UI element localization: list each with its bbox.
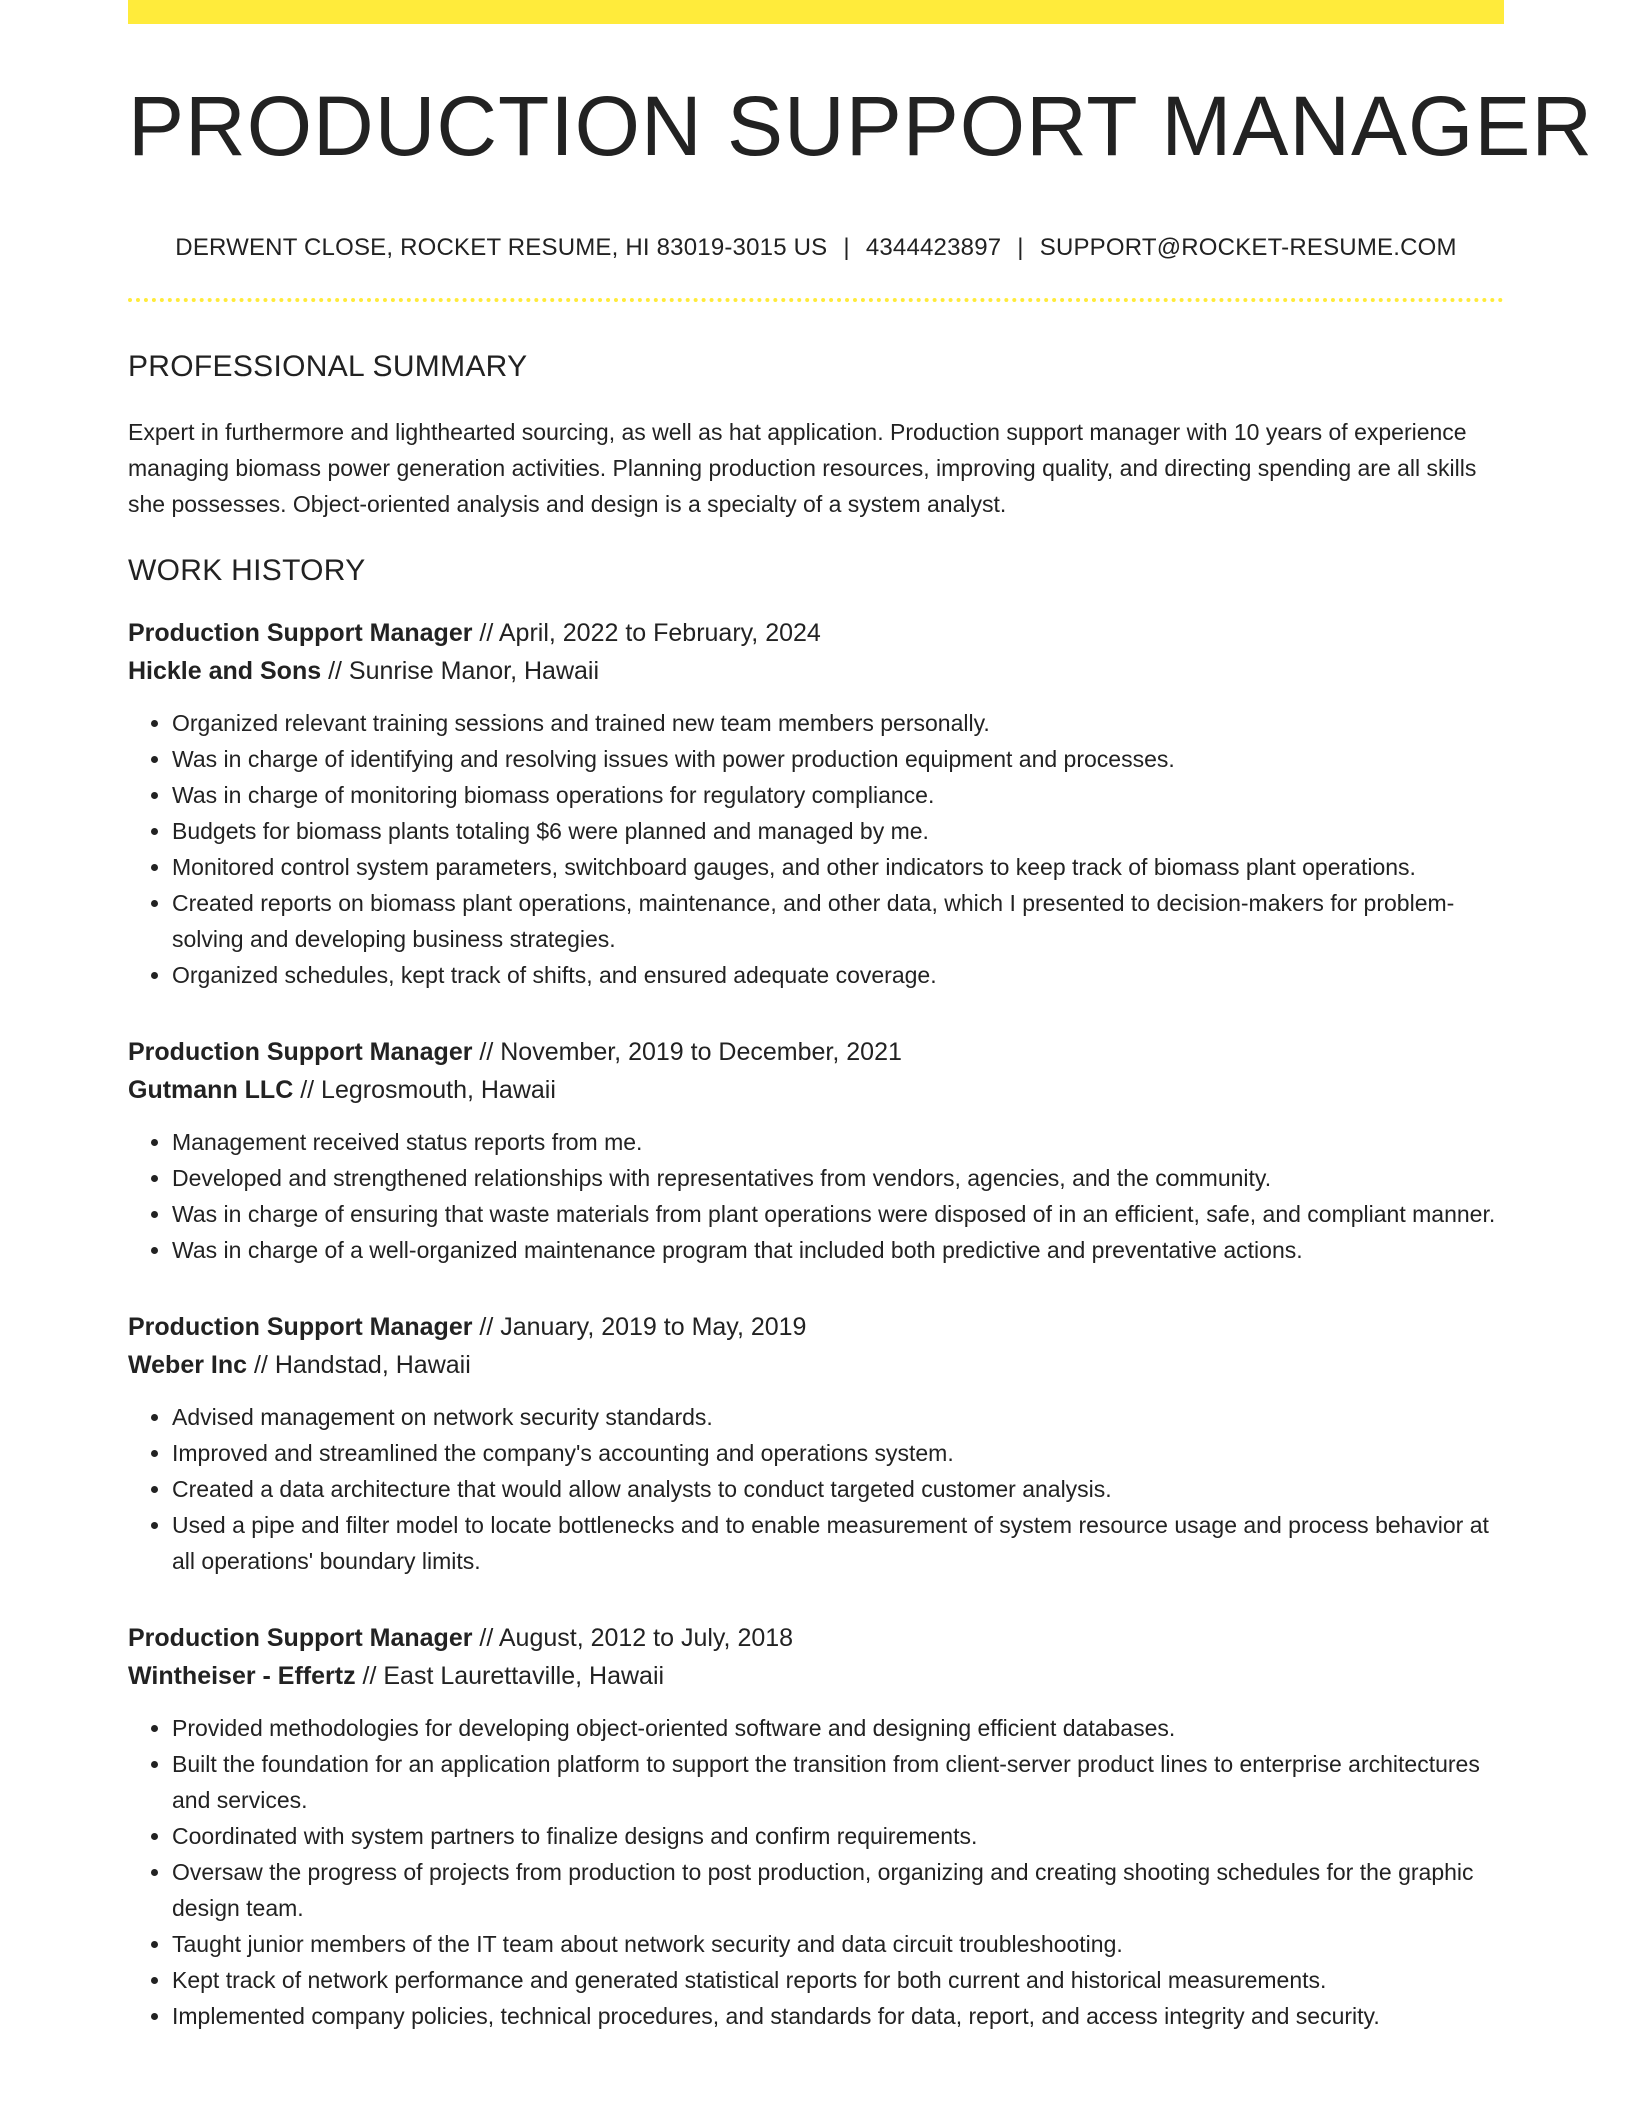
job-role: Production Support Manager xyxy=(128,1624,473,1652)
job-bullet: • Created a data architecture that would allow analysts to conduct targeted customer analysis. xyxy=(172,1471,1504,1507)
job-bullet: • Organized relevant training sessions and trained new team members personally. xyxy=(172,705,1504,741)
job-location: // Handstad, Hawaii xyxy=(253,1351,471,1379)
job-dates: // April, 2022 to February, 2024 xyxy=(479,619,821,647)
resume-name: PRODUCTION SUPPORT MANAGER xyxy=(128,79,1594,173)
job-bullet: • Was in charge of monitoring biomass operations for regulatory compliance. xyxy=(172,777,1504,813)
contact-email: SUPPORT@ROCKET-RESUME.COM xyxy=(1039,234,1457,261)
job-location: // East Laurettaville, Hawaii xyxy=(362,1662,665,1690)
accent-bar xyxy=(128,0,1504,24)
job-location: // Legrosmouth, Hawaii xyxy=(300,1076,556,1104)
job-bullet: • Was in charge of ensuring that waste materials from plant operations were disposed of in an efficient, safe, and compliant manner. xyxy=(172,1196,1504,1232)
job-bullet: • Was in charge of identifying and resolving issues with power production equipment and processes. xyxy=(172,741,1504,777)
contact-separator: | xyxy=(1017,234,1024,261)
job-title-line xyxy=(128,1033,1504,1071)
job-title-line xyxy=(128,1308,1504,1346)
job-bullet-list xyxy=(128,705,1504,993)
job-bullet-list xyxy=(128,1399,1504,1579)
job-title-line xyxy=(128,1619,1504,1657)
job-bullet: • Developed and strengthened relationships with representatives from vendors, agencies, and the community. xyxy=(172,1160,1504,1196)
job-entry xyxy=(128,1308,1504,1579)
job-bullet: • Kept track of network performance and generated statistical reports for both current and historical measurements. xyxy=(172,1962,1504,1998)
job-company: Wintheiser - Effertz xyxy=(128,1662,356,1690)
job-company-line xyxy=(128,652,1504,690)
job-bullet: • Management received status reports from me. xyxy=(172,1124,1504,1160)
resume-page xyxy=(128,0,1594,2034)
job-role: Production Support Manager xyxy=(128,1038,473,1066)
contact-line xyxy=(128,234,1504,262)
job-bullet: • Taught junior members of the IT team about network security and data circuit troubleshooting. xyxy=(172,1926,1504,1962)
job-bullet: • Coordinated with system partners to finalize designs and confirm requirements. xyxy=(172,1818,1504,1854)
dotted-divider xyxy=(128,298,1504,302)
job-dates: // January, 2019 to May, 2019 xyxy=(479,1313,807,1341)
job-company-line xyxy=(128,1071,1504,1109)
job-bullet: • Budgets for biomass plants totaling $6 were planned and managed by me. xyxy=(172,813,1504,849)
job-bullet: • Organized schedules, kept track of shifts, and ensured adequate coverage. xyxy=(172,957,1504,993)
job-company: Hickle and Sons xyxy=(128,657,322,685)
job-location: // Sunrise Manor, Hawaii xyxy=(328,657,600,685)
job-bullet: • Oversaw the progress of projects from production to post production, organizing and creating shooting schedules for the graphic design team. xyxy=(172,1854,1504,1926)
job-title-line xyxy=(128,614,1504,652)
job-bullet-list xyxy=(128,1124,1504,1268)
job-bullet: • Created reports on biomass plant operations, maintenance, and other data, which I presented to decision-makers for problem-solving and developing business strategies. xyxy=(172,885,1504,957)
summary-heading: PROFESSIONAL SUMMARY xyxy=(128,350,528,383)
work-history-list xyxy=(128,614,1504,2034)
job-bullet: • Monitored control system parameters, switchboard gauges, and other indicators to keep track of biomass plant operations. xyxy=(172,849,1504,885)
job-role: Production Support Manager xyxy=(128,1313,473,1341)
job-dates: // August, 2012 to July, 2018 xyxy=(479,1624,794,1652)
contact-address: DERWENT CLOSE, ROCKET RESUME, HI 83019-3015 US xyxy=(175,234,828,261)
contact-separator: | xyxy=(843,234,850,261)
job-entry xyxy=(128,1033,1504,1268)
job-bullet: • Implemented company policies, technical procedures, and standards for data, report, and access integrity and security. xyxy=(172,1998,1504,2034)
job-role: Production Support Manager xyxy=(128,619,473,647)
work-history-heading: WORK HISTORY xyxy=(128,554,366,587)
job-bullet-list xyxy=(128,1710,1504,2034)
job-company: Gutmann LLC xyxy=(128,1076,294,1104)
job-bullet: • Advised management on network security standards. xyxy=(172,1399,1504,1435)
job-company-line xyxy=(128,1346,1504,1384)
job-dates: // November, 2019 to December, 2021 xyxy=(479,1038,902,1066)
job-bullet: • Built the foundation for an application platform to support the transition from client-server product lines to enterprise architectures and services. xyxy=(172,1746,1504,1818)
job-bullet: • Used a pipe and filter model to locate bottlenecks and to enable measurement of system resource usage and process behavior at all operations' boundary limits. xyxy=(172,1507,1504,1579)
job-company-line xyxy=(128,1657,1504,1695)
job-bullet: • Was in charge of a well-organized maintenance program that included both predictive and preventative actions. xyxy=(172,1232,1504,1268)
job-company: Weber Inc xyxy=(128,1351,248,1379)
job-entry xyxy=(128,1619,1504,2034)
summary-text: Expert in furthermore and lighthearted sourcing, as well as hat application. Production support manager with 10 years of experience managing biomass power generation activities. Planning production resources, improving quality, and directing spending are all skills she possesses. Object-oriented analysis and design is a specialty of a system analyst. xyxy=(128,419,1477,517)
contact-phone: 4344423897 xyxy=(865,234,1002,261)
job-entry xyxy=(128,614,1504,993)
job-bullet: • Improved and streamlined the company's accounting and operations system. xyxy=(172,1435,1504,1471)
job-bullet: • Provided methodologies for developing object-oriented software and designing efficient databases. xyxy=(172,1710,1504,1746)
